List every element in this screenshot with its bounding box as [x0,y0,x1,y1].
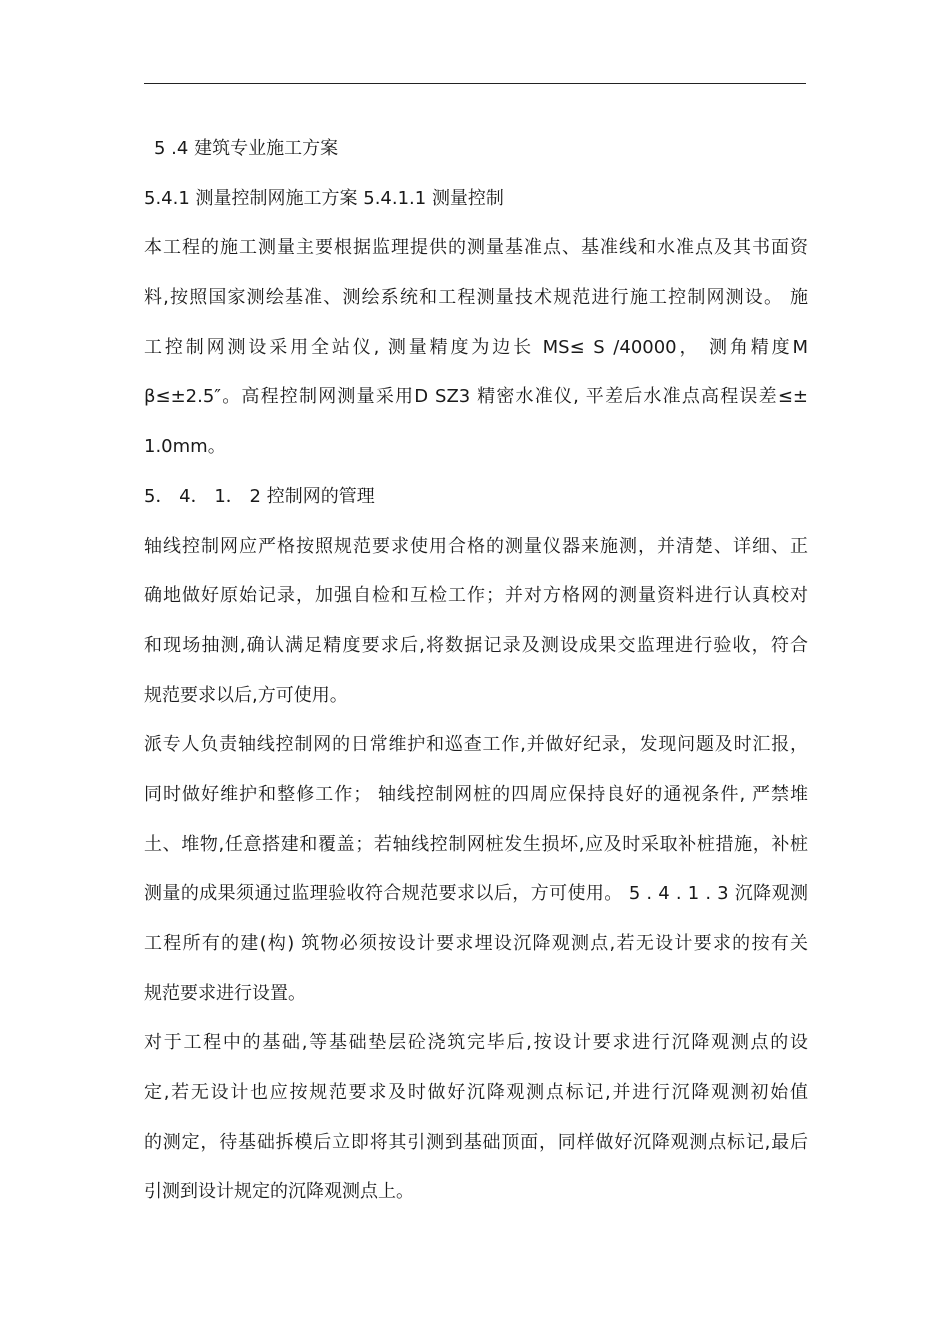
paragraph-line: 测量的成果须通过监理验收符合规范要求以后，方可使用。 5 . 4 . 1 . 3 沉降观测 [144,883,808,905]
section-heading-5-4-1-2: 5． 4． 1． 2 控制网的管理 [144,485,375,507]
paragraph-line: 同时做好维护和整修工作； 轴线控制网桩的四周应保持良好的通视条件, 严禁堆 [144,783,808,805]
section-heading-5-4-1: 5.4.1 测量控制网施工方案 5.4.1.1 测量控制 [144,187,504,209]
paragraph-line: 料,按照国家测绘基准、测绘系统和工程测量技术规范进行施工控制网测设。 施 [144,287,808,309]
header-divider [144,83,806,84]
paragraph-line: 轴线控制网应严格按照规范要求使用合格的测量仪器来施测，并清楚、详细、正 [144,535,808,557]
section-heading-5-4: 5 .4 建筑专业施工方案 [154,138,339,159]
paragraph-line: 1.0mm。 [144,436,226,458]
paragraph-line: 工程所有的建(构) 筑物必须按设计要求埋设沉降观测点,若无设计要求的按有关 [144,933,808,954]
paragraph-line: 和现场抽测,确认满足精度要求后,将数据记录及测设成果交监理进行验收，符合 [144,634,808,656]
paragraph-line: 规范要求以后,方可使用。 [144,684,348,706]
paragraph-line: 的测定，待基础拆模后立即将其引测到基础顶面，同样做好沉降观测点标记,最后 [144,1131,808,1153]
paragraph-line: 对于工程中的基础,等基础垫层砼浇筑完毕后,按设计要求进行沉降观测点的设 [144,1032,808,1054]
paragraph-line: 规范要求进行设置。 [144,982,306,1004]
paragraph-line: 工控制网测设采用全站仪, 测量精度为边长 MS≤ S /40000， 测角精度M [144,336,808,358]
paragraph-line: 确地做好原始记录，加强自检和互检工作；并对方格网的测量资料进行认真校对 [144,585,808,607]
paragraph-line: 本工程的施工测量主要根据监理提供的测量基准点、基准线和水准点及其书面资 [144,237,808,259]
paragraph-line: 定,若无设计也应按规范要求及时做好沉降观测点标记,并进行沉降观测初始值 [144,1082,808,1104]
paragraph-line: 土、堆物,任意搭建和覆盖；若轴线控制网桩发生损坏,应及时采取补桩措施，补桩 [144,833,808,855]
document-body [144,124,808,1217]
paragraph-line: β≤±2.5″。高程控制网测量采用D SZ3 精密水准仪, 平差后水准点高程误差≤± [144,386,808,408]
paragraph-line: 派专人负责轴线控制网的日常维护和巡查工作,并做好纪录，发现问题及时汇报， [144,734,808,756]
paragraph-line: 引测到设计规定的沉降观测点上。 [144,1181,414,1203]
